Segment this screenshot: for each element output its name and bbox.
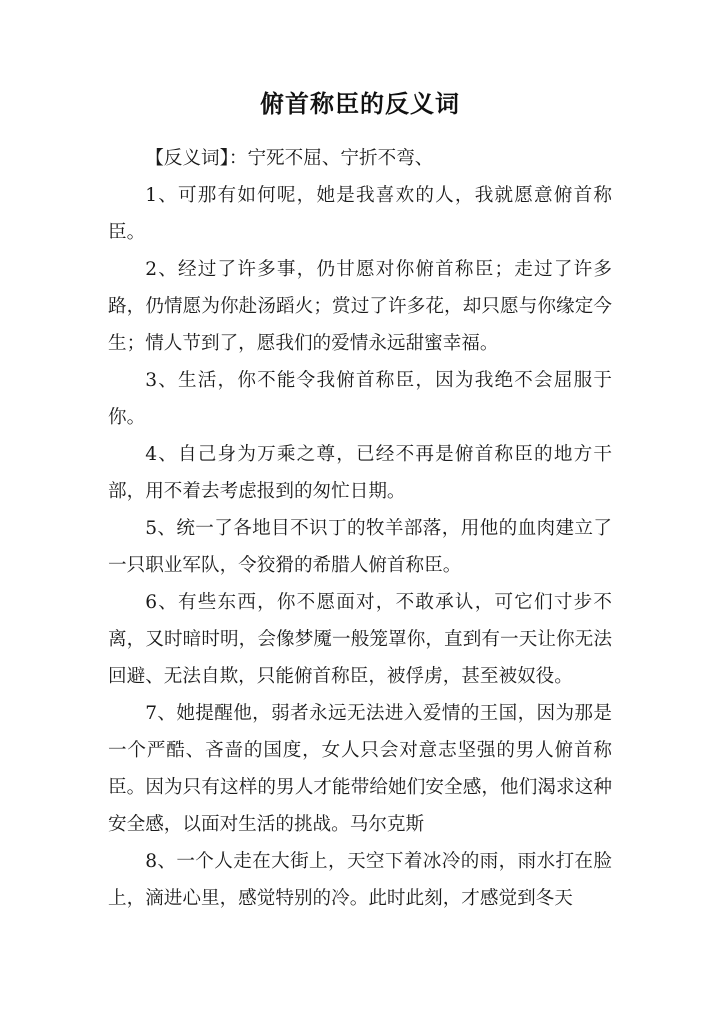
example-sentence-7: 7、她提醒他，弱者永远无法进入爱情的王国，因为那是一个严酷、吝啬的国度，女人只会对意志坚强的男人俯首称臣。因为只有这样的男人才能带给她们安全感，他们渴求这种安全感，以面对生活的挑战。马尔克斯 [108,703,612,835]
example-sentence-1: 1、可那有如何呢，她是我喜欢的人，我就愿意俯首称臣。 [108,185,612,243]
document-body [108,140,612,917]
document-title: 俯首称臣的反义词 [260,90,460,118]
example-sentence-4: 4、自己身为万乘之尊，已经不再是俯首称臣的地方干部，用不着去考虑报到的匆忙日期。 [108,444,612,502]
example-sentence-3: 3、生活，你不能令我俯首称臣，因为我绝不会屈服于你。 [108,370,612,428]
example-sentence-5: 5、统一了各地目不识丁的牧羊部落，用他的血肉建立了一只职业军队，令狡猾的希腊人俯首称臣。 [108,518,612,576]
example-sentence-8: 8、一个人走在大街上，天空下着冰冷的雨，雨水打在脸上，滴进心里，感觉特别的冷。此时此刻，才感觉到冬天 [108,851,612,909]
antonym-line: 【反义词】：宁死不屈、宁折不弯、 [145,148,434,169]
example-sentence-2: 2、经过了许多事，仍甘愿对你俯首称臣；走过了许多路，仍情愿为你赴汤蹈火；赏过了许多花，却只愿与你缘定今生；情人节到了，愿我们的爱情永远甜蜜幸福。 [108,259,612,354]
example-sentence-6: 6、有些东西，你不愿面对，不敢承认，可它们寸步不离，又时暗时明，会像梦魇一般笼罩你，直到有一天让你无法回避、无法自欺，只能俯首称臣，被俘虏，甚至被奴役。 [108,592,612,687]
